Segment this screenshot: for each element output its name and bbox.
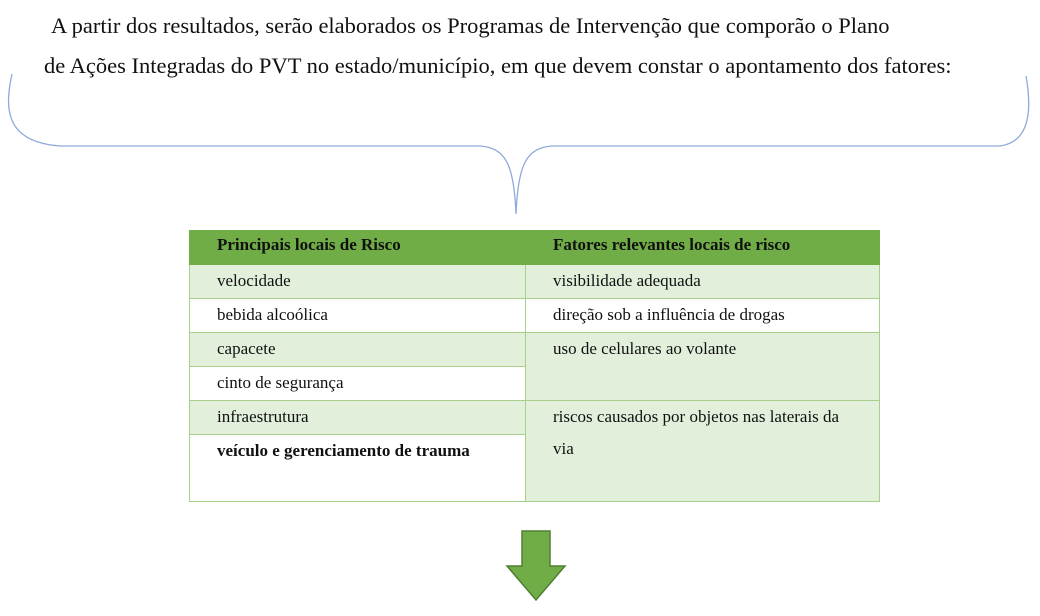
- table-row: [190, 333, 880, 367]
- intro-line-1: A partir dos resultados, serão elaborados os Programas de Intervenção que comporão o Plano: [51, 13, 890, 38]
- cell-direcao-drogas: direção sob a influência de drogas: [526, 299, 880, 333]
- intro-line-rest: de Ações Integradas do PVT no estado/município, em que devem constar o apontamento dos fatores:: [44, 53, 952, 78]
- intro-paragraph: [44, 6, 1028, 86]
- table-header-row: [190, 231, 880, 265]
- cell-velocidade: velocidade: [190, 265, 526, 299]
- cell-celulares: uso de celulares ao volante: [526, 333, 880, 401]
- cell-capacete: capacete: [190, 333, 526, 367]
- risk-factors-table: [189, 230, 880, 502]
- cell-cinto-seguranca: cinto de segurança: [190, 367, 526, 401]
- down-arrow-icon: [505, 530, 567, 602]
- cell-visibilidade: visibilidade adequada: [526, 265, 880, 299]
- header-fatores-relevantes: Fatores relevantes locais de risco: [526, 231, 880, 265]
- table-row: [190, 299, 880, 333]
- header-principais-locais: Principais locais de Risco: [190, 231, 526, 265]
- table-row: [190, 401, 880, 435]
- cell-bebida-alcoolica: bebida alcoólica: [190, 299, 526, 333]
- cell-veiculo-trauma: veículo e gerenciamento de trauma: [190, 435, 526, 502]
- cell-infraestrutura: infraestrutura: [190, 401, 526, 435]
- cell-objetos-laterais: riscos causados por objetos nas laterais da via: [526, 401, 880, 502]
- table-row: [190, 265, 880, 299]
